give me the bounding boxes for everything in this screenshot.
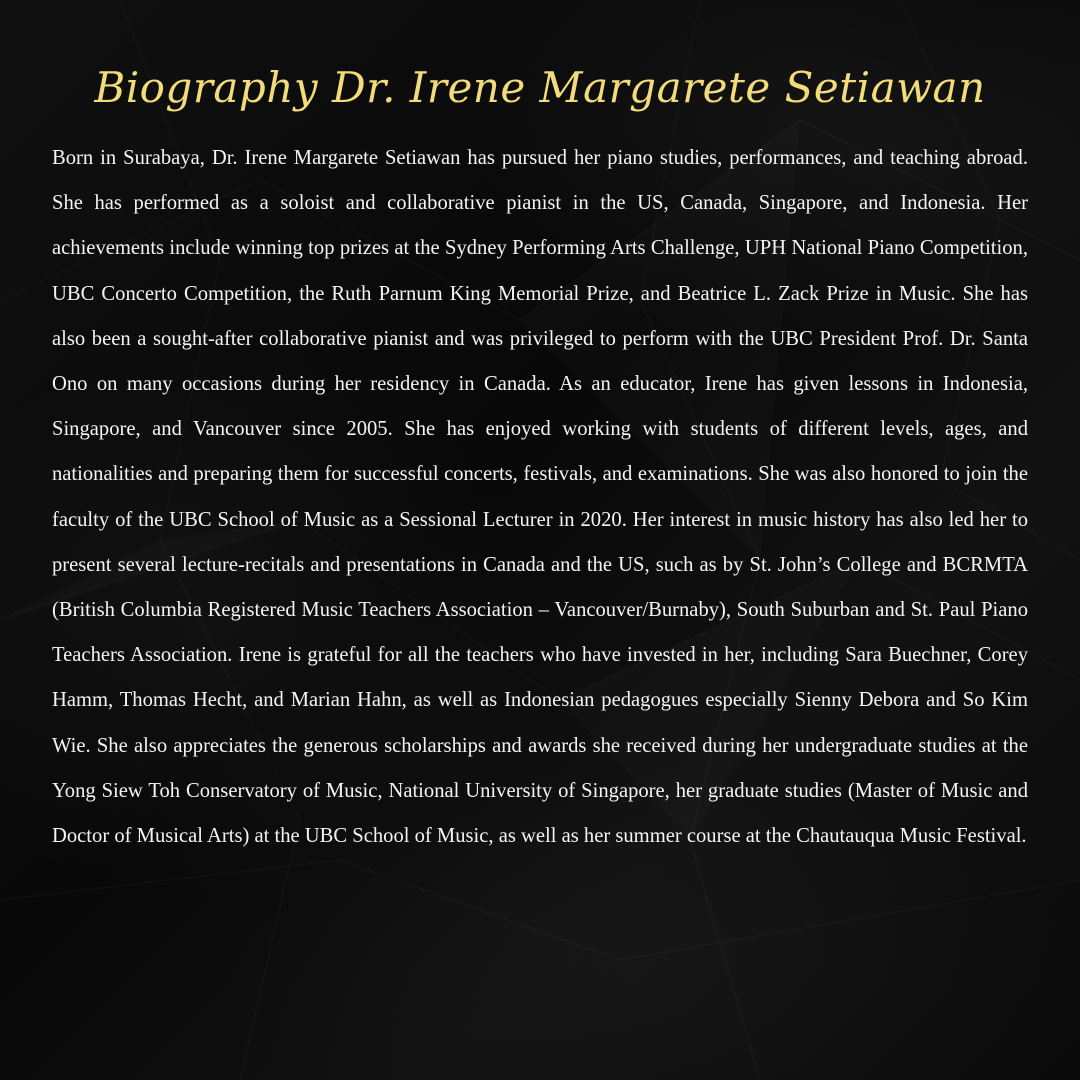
page-title: Biography Dr. Irene Margarete Setiawan [94, 63, 986, 112]
biography-paragraph: Born in Surabaya, Dr. Irene Margarete Setiawan has pursued her piano studies, performances, and teaching abroad. She has performed as a soloist and collaborative pianist in the US, Canada, Singapore, and Indonesia. Her achievements include winning top prizes at the Sydney Performing Arts Challenge, UPH National Piano Competition, UBC Concerto Competition, the Ruth Parnum King Memorial Prize, and Beatrice L. Zack Prize in Music. She has also been a sought-after collaborative pianist and was privileged to perform with the UBC President Prof. Dr. Santa Ono on many occasions during her residency in Canada. As an educator, Irene has given lessons in Indonesia, Singapore, and Vancouver since 2005. She has enjoyed working with students of different levels, ages, and nationalities and preparing them for successful concerts, festivals, and examinations. She was also honored to join the faculty of the UBC School of Music as a Sessional Lecturer in 2020. Her interest in music history has also led her to present several lecture-recitals and presentations in Canada and the US, such as by St. John’s College and BCRMTA (British Columbia Registered Music Teachers Association – Vancouver/Burnaby), South Suburban and St. Paul Piano Teachers Association. Irene is grateful for all the teachers who have invested in her, including Sara Buechner, Corey Hamm, Thomas Hecht, and Marian Hahn, as well as Indonesian pedagogues especially Sienny Debora and So Kim Wie. She also appreciates the generous scholarships and awards she received during her undergraduate studies at the Yong Siew Toh Conservatory of Music, National University of Singapore, her graduate studies (Master of Music and Doctor of Musical Arts) at the UBC School of Music, as well as her summer course at the Chautauqua Music Festival. [52, 147, 1028, 848]
